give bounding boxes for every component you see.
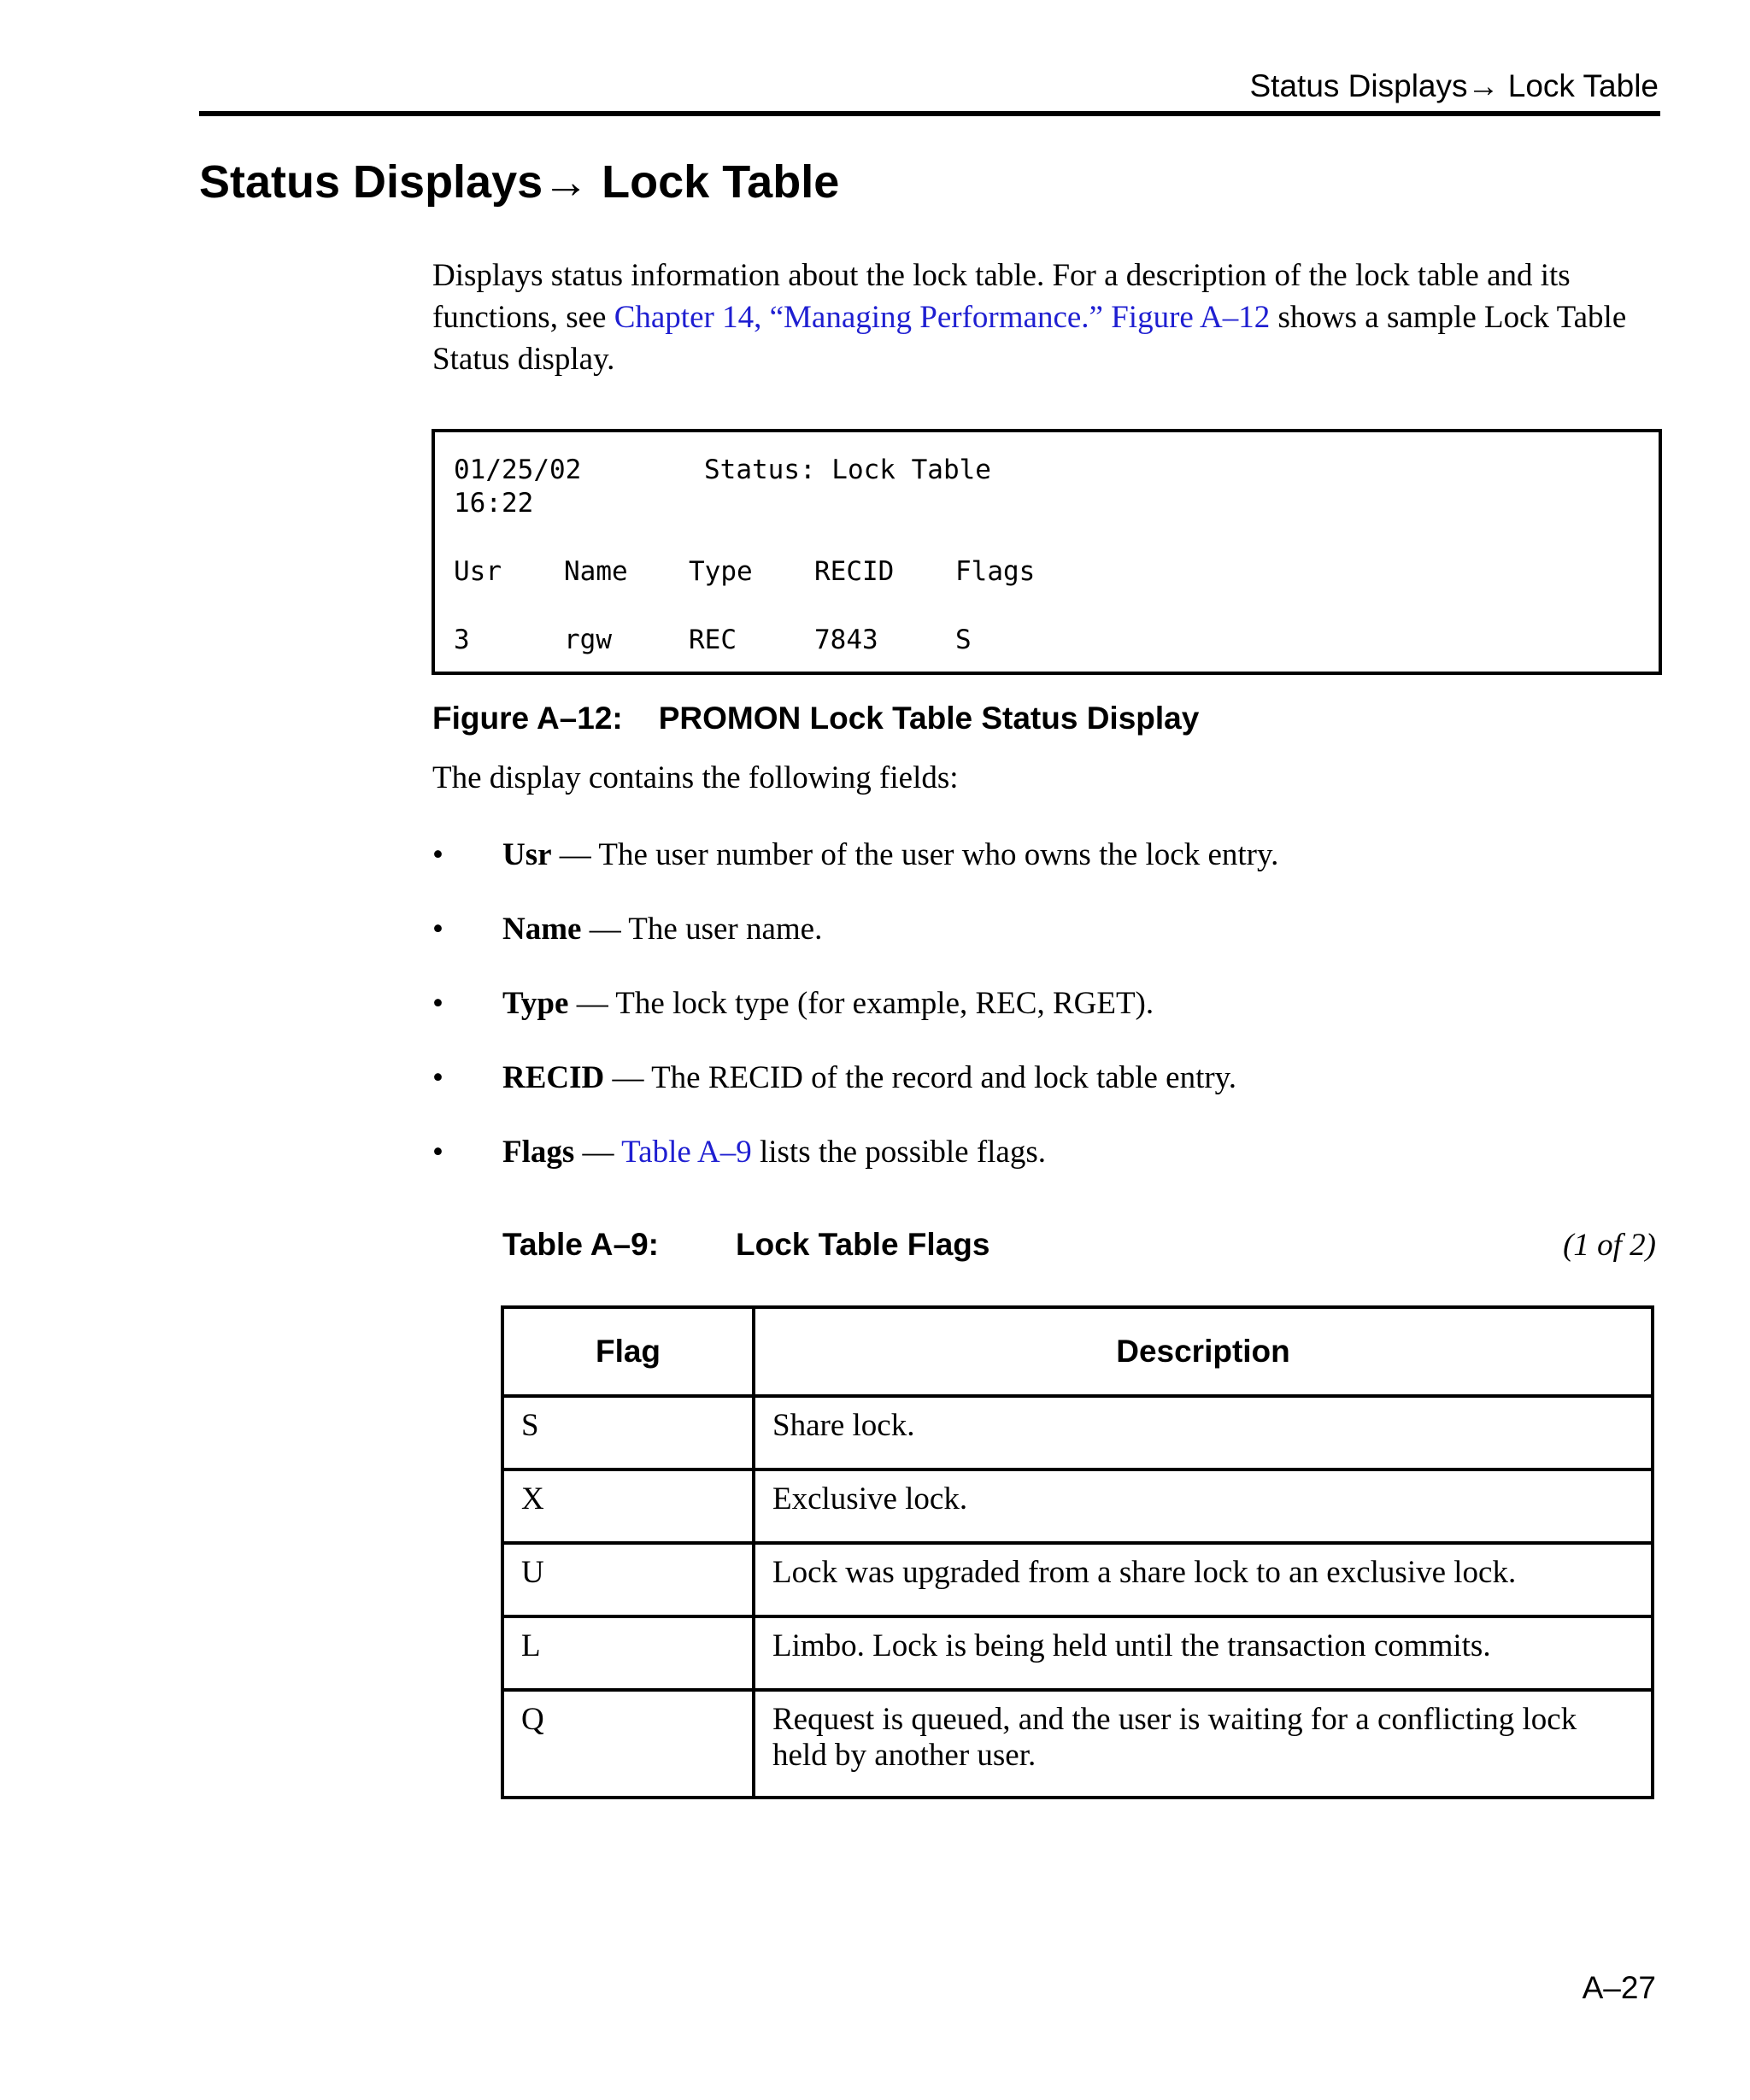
screen-cell-type: REC [689,625,737,655]
flag-cell: S [502,1396,754,1469]
fields-intro: The display contains the following fields: [432,760,959,795]
flag-cell: Q [502,1690,754,1798]
table-row [502,1469,1653,1543]
table-row [502,1690,1653,1798]
description-cell: Exclusive lock. [754,1469,1653,1543]
table-a9-link[interactable]: Table A–9 [621,1135,752,1170]
screen-date: 01/25/02 [454,455,582,485]
bullet-icon: • [432,837,443,872]
figure-caption-title: PROMON Lock Table Status Display [658,701,1200,736]
flag-cell: L [502,1616,754,1690]
table-row [502,1616,1653,1690]
chapter-14-link[interactable]: Chapter 14, “Managing Performance.” [614,300,1103,335]
description-cell: Limbo. Lock is being held until the transaction commits. [754,1616,1653,1690]
promon-screen-display [432,429,1662,675]
bullet-icon: • [432,1135,443,1170]
field-desc: — The RECID of the record and lock table entry. [604,1060,1237,1095]
screen-cell-recid: 7843 [814,625,878,655]
screen-time: 16:22 [454,488,534,519]
figure-a12-link[interactable]: Figure A–12 [1111,300,1271,335]
page-title: Status Displays→ Lock Table [199,156,840,208]
field-term: Name [502,912,582,947]
intro-text-1: Displays status information about the lock table. For a description of the lock table and its functions, see [432,258,1571,335]
screen-header-recid: RECID [814,556,895,587]
screen-cell-usr: 3 [454,625,470,655]
bullet-icon: • [432,986,443,1021]
flag-cell: U [502,1543,754,1616]
header-rule [199,111,1660,116]
column-header-description: Description [754,1307,1653,1396]
bullet-icon: • [432,1060,443,1095]
lock-flags-table [501,1305,1654,1799]
flag-cell: X [502,1469,754,1543]
screen-cell-flags: S [955,625,972,655]
field-term: Type [502,986,569,1021]
field-desc: lists the possible flags. [751,1135,1046,1170]
intro-text-2 [1103,300,1111,335]
screen-cell-name: rgw [564,625,612,655]
figure-caption-label: Figure A–12: [432,701,623,736]
description-cell: Request is queued, and the user is waiting for a conflicting lock held by another user. [754,1690,1653,1798]
running-header: Status Displays→ Lock Table [1249,68,1659,103]
field-desc: — [574,1135,622,1170]
table-row [502,1396,1653,1469]
screen-header-name: Name [564,556,628,587]
field-desc: — The user name. [581,912,823,947]
field-desc: — The lock type (for example, REC, RGET). [568,986,1154,1021]
screen-header-usr: Usr [454,556,502,587]
column-header-flag: Flag [502,1307,754,1396]
screen-title: Status: Lock Table [704,455,991,485]
field-term: RECID [502,1060,605,1095]
screen-header-flags: Flags [955,556,1036,587]
field-term: Usr [502,837,552,872]
table-row [502,1543,1653,1616]
figure-caption [432,701,1199,736]
bullet-icon: • [432,912,443,947]
intro-text-3: shows a sample Lock Table Status display. [432,300,1627,377]
table-caption-pages: (1 of 2) [1563,1228,1656,1263]
description-cell: Share lock. [754,1396,1653,1469]
table-header-row [502,1307,1653,1396]
intro-paragraph [432,255,1663,380]
screen-header-type: Type [689,556,753,587]
table-caption-title: Lock Table Flags [736,1227,990,1262]
field-term: Flags [502,1135,575,1170]
description-cell: Lock was upgraded from a share lock to an exclusive lock. [754,1543,1653,1616]
field-desc: — The user number of the user who owns the lock entry. [551,837,1279,872]
table-caption-label: Table A–9: [502,1227,659,1262]
page-number: A–27 [1582,1970,1656,2005]
